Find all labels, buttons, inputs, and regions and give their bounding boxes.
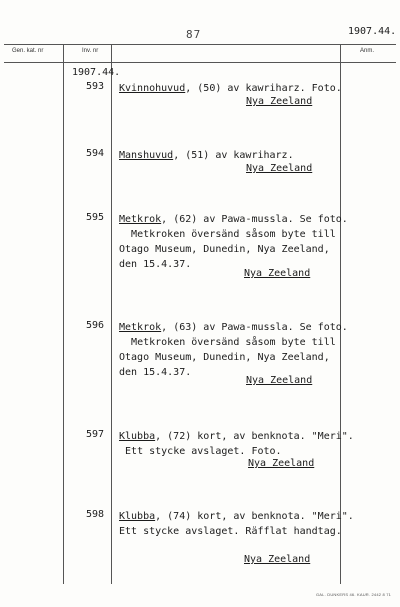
description-line: den 15.4.37. (119, 367, 192, 378)
object-name: Metkrok (119, 322, 162, 333)
year-label: 1907.44. (72, 67, 121, 78)
column-header-gen-kat: Gen. kat. nr (12, 48, 44, 54)
place-name: Nya Zeeland (248, 458, 315, 469)
inventory-number: 594 (86, 148, 105, 159)
entry-description (119, 509, 354, 539)
object-name: Kvinnohuvud (119, 83, 186, 94)
description-line: Metkroken översänd såsom byte till (131, 229, 336, 240)
column-header-anm: Anm. (360, 48, 375, 54)
place-name: Nya Zeeland (246, 96, 313, 107)
place-name: Nya Zeeland (244, 554, 311, 565)
column-divider (63, 44, 64, 584)
description-text: , (63) av Pawa-mussla. Se foto. (161, 322, 348, 333)
inventory-number: 596 (86, 320, 105, 331)
printer-stamp: GAL. DUNKERS 46. KAUR. 2442 8 71 (316, 592, 392, 597)
column-header-inv: Inv. nr (82, 48, 99, 54)
place-name: Nya Zeeland (246, 375, 313, 386)
description-line: Metkroken översänd såsom byte till (131, 337, 336, 348)
entry-description (119, 320, 348, 380)
object-name: Metkrok (119, 214, 162, 225)
object-name: Manshuvud (119, 150, 174, 161)
description-line: Otago Museum, Dunedin, Nya Zeeland, (119, 352, 330, 363)
inventory-number: 598 (86, 509, 105, 520)
entry-description (119, 212, 348, 272)
entry-description (119, 429, 354, 459)
description-line: den 15.4.37. (119, 259, 192, 270)
place-name: Nya Zeeland (244, 268, 311, 279)
column-divider (111, 44, 112, 584)
object-name: Klubba (119, 431, 156, 442)
description-text: , (62) av Pawa-mussla. Se foto. (161, 214, 348, 225)
object-name: Klubba (119, 511, 156, 522)
description-text: , (74) kort, av benknota. "Meri". (155, 511, 354, 522)
description-text: , (51) av kawriharz. (173, 150, 294, 161)
page-number: 87 (186, 28, 202, 41)
description-line: Ett stycke avslaget. Foto. (125, 446, 282, 457)
inventory-number: 593 (86, 81, 105, 92)
description-text: , (50) av kawriharz. Foto. (185, 83, 342, 94)
entry-description (119, 81, 342, 96)
inventory-number: 597 (86, 429, 105, 440)
accession-header: 1907.44. (348, 26, 397, 37)
description-line: Ett stycke avslaget. Räfflat handtag. (119, 526, 342, 537)
inventory-number: 595 (86, 212, 105, 223)
entry-description (119, 148, 294, 163)
column-divider (340, 44, 341, 584)
description-text: , (72) kort, av benknota. "Meri". (155, 431, 354, 442)
place-name: Nya Zeeland (246, 163, 313, 174)
description-line: Otago Museum, Dunedin, Nya Zeeland, (119, 244, 330, 255)
